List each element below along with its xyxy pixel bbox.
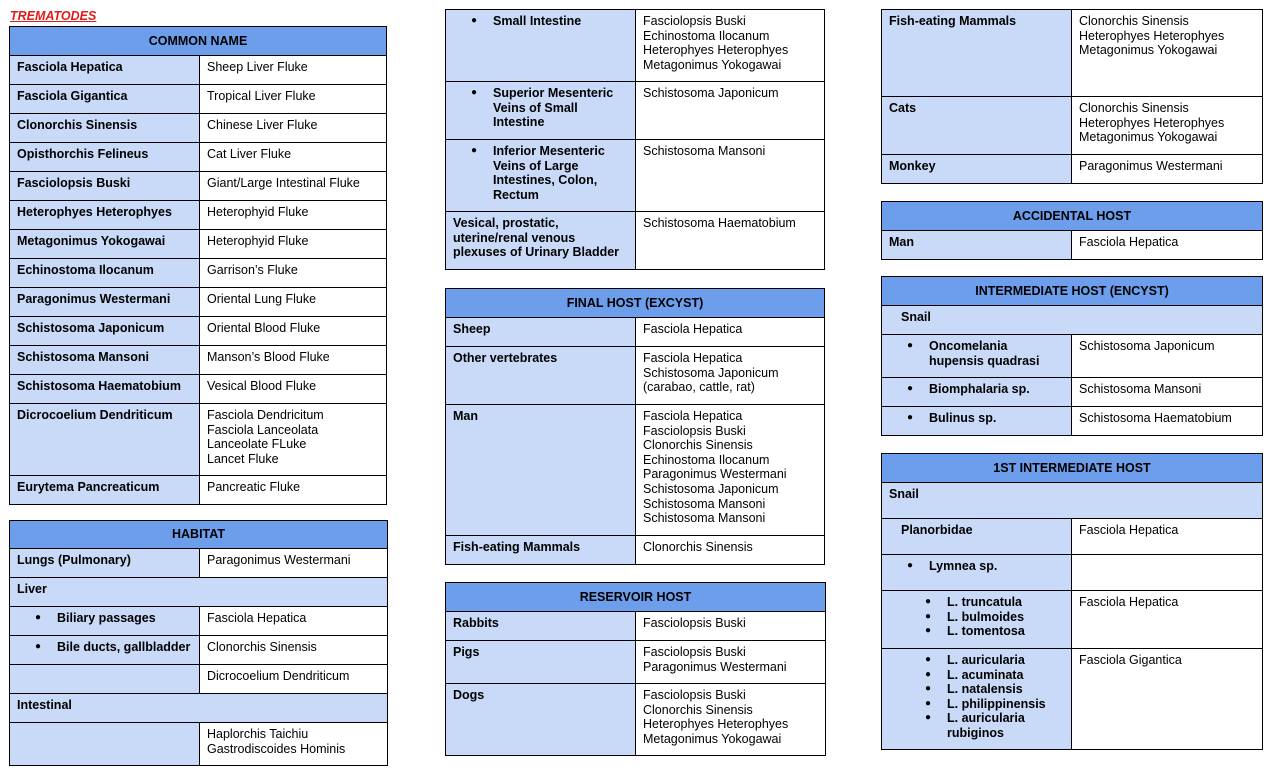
value-text: Sheep Liver Fluke	[207, 60, 308, 74]
value-text: Manson’s Blood Fluke	[207, 350, 330, 364]
table-row	[882, 649, 1263, 750]
value-cell	[636, 536, 825, 565]
key-cell	[882, 649, 1072, 750]
key-cell	[10, 201, 200, 230]
key-cell	[10, 172, 200, 201]
value-cell	[200, 230, 387, 259]
value-cell	[200, 476, 387, 505]
value-cell	[1072, 335, 1263, 378]
table-row	[882, 335, 1263, 378]
value-cell	[1072, 649, 1263, 750]
value-cell	[200, 172, 387, 201]
table-row	[10, 578, 388, 607]
value-text: Schistosoma Mansoni	[643, 511, 766, 526]
list-item: ● L. bulmoides	[889, 610, 1064, 625]
section-header: FINAL HOST (EXCYST)	[446, 289, 825, 318]
key-text: Eurytema Pancreaticum	[17, 480, 160, 494]
habitat-continued-table	[445, 9, 825, 270]
group-label	[10, 578, 388, 607]
key-cell	[446, 612, 636, 641]
value-cell	[200, 201, 387, 230]
value-text: Clonorchis Sinensis	[207, 640, 317, 654]
value-cell	[200, 114, 387, 143]
value-cell	[200, 636, 388, 665]
reservoir-host-continued-table	[881, 9, 1263, 184]
key-text: Metagonimus Yokogawai	[17, 234, 166, 248]
accidental-host-table	[881, 201, 1263, 260]
table-row	[10, 636, 388, 665]
table-row	[10, 259, 387, 288]
table-row	[882, 483, 1263, 519]
list-item: ● L. tomentosa	[889, 624, 1064, 639]
table-row	[882, 519, 1263, 555]
key-cell	[882, 10, 1072, 97]
value-text: Gastrodiscoides Hominis	[207, 741, 346, 756]
value-cell	[1072, 231, 1263, 260]
value-text: Fasciola Hepatica	[207, 611, 307, 625]
value-text: Metagonimus Yokogawai	[1079, 130, 1218, 145]
key-text: Schistosoma Haematobium	[17, 379, 181, 393]
key-text: Fasciola Hepatica	[17, 60, 123, 74]
value-text: Chinese Liver Fluke	[207, 118, 318, 132]
key-cell	[446, 684, 636, 756]
value-cell	[200, 288, 387, 317]
value-cell	[200, 317, 387, 346]
value-text: Fasciolopsis Buski	[643, 14, 746, 28]
value-text: Oriental Lung Fluke	[207, 292, 317, 306]
key-cell	[446, 10, 636, 82]
value-text: Fasciolopsis Buski	[643, 616, 746, 630]
list-item: ● Bile ducts, gallbladder	[17, 640, 192, 655]
group-label-text: Snail	[901, 310, 931, 324]
value-text: Echinostoma Ilocanum	[643, 28, 770, 43]
value-text: Paragonimus Westermani	[643, 467, 787, 482]
value-text: Fasciola Hepatica	[643, 409, 743, 423]
key-text: Fish-eating Mammals	[453, 540, 581, 554]
table-row	[10, 607, 388, 636]
list-item: ● Inferior Mesenteric Veins of Large Intestines, Colon, Rectum	[453, 144, 628, 202]
key-cell	[10, 723, 200, 766]
table-row	[10, 201, 387, 230]
key-cell	[10, 288, 200, 317]
table-row	[10, 723, 388, 766]
value-text: Fasciola Hepatica	[1079, 595, 1179, 609]
table-row	[10, 317, 387, 346]
value-text: Schistosoma Haematobium	[1079, 411, 1232, 425]
key-cell	[10, 404, 200, 476]
table-row	[10, 549, 388, 578]
value-cell	[1072, 10, 1263, 97]
list-item: ● L. natalensis	[889, 682, 1064, 697]
table-row	[882, 97, 1263, 155]
list-item: ● Biliary passages	[17, 611, 192, 626]
value-text: Heterophyid Fluke	[207, 234, 309, 248]
list-item: ● Oncomelania hupensis quadrasi	[889, 339, 1064, 368]
table-row	[10, 143, 387, 172]
header-row	[10, 521, 388, 549]
key-cell	[446, 405, 636, 536]
value-cell	[636, 212, 825, 270]
key-cell	[446, 641, 636, 684]
value-cell	[1072, 555, 1263, 591]
value-cell	[200, 259, 387, 288]
key-cell	[882, 231, 1072, 260]
list-item: ● Small Intestine	[453, 14, 628, 29]
value-cell	[1072, 591, 1263, 649]
table-row	[446, 318, 825, 347]
key-text: Monkey	[889, 159, 936, 173]
group-label	[882, 306, 1263, 335]
list-item: ● Superior Mesenteric Veins of Small Intestine	[453, 86, 628, 130]
value-cell	[200, 404, 387, 476]
table-row	[882, 155, 1263, 184]
value-text: Heterophyes Heterophyes	[1079, 115, 1225, 130]
value-text: Cat Liver Fluke	[207, 147, 292, 161]
value-text: Paragonimus Westermani	[1079, 159, 1223, 173]
value-text: Fasciola Gigantica	[1079, 653, 1182, 667]
list-item: ● L. auricularia rubiginos	[889, 711, 1064, 740]
key-cell	[10, 317, 200, 346]
key-text: Schistosoma Japonicum	[17, 321, 165, 335]
value-text: Schistosoma Mansoni	[1079, 382, 1202, 396]
value-cell	[636, 318, 825, 347]
key-text: Vesical, prostatic, uterine/renal venous plexuses of Urinary Bladder	[453, 216, 620, 260]
table-row	[10, 85, 387, 114]
value-text: Metagonimus Yokogawai	[643, 57, 782, 72]
list-item: ● L. acuminata	[889, 668, 1064, 683]
key-cell	[446, 536, 636, 565]
header-row	[882, 277, 1263, 306]
section-header: ACCIDENTAL HOST	[882, 202, 1263, 231]
key-cell	[10, 476, 200, 505]
value-text: Fasciolopsis Buski	[643, 423, 746, 438]
habitat-table	[9, 520, 388, 766]
table-row	[446, 684, 826, 756]
value-cell	[200, 85, 387, 114]
species-list	[889, 653, 1064, 741]
group-label	[10, 694, 388, 723]
key-cell	[882, 378, 1072, 407]
table-row	[882, 555, 1263, 591]
value-cell	[200, 375, 387, 404]
table-row	[446, 347, 825, 405]
key-text: Schistosoma Mansoni	[17, 350, 149, 364]
key-text: Heterophyes Heterophyes	[17, 205, 172, 219]
value-text: Schistosoma Japonicum	[643, 365, 779, 380]
key-cell	[882, 335, 1072, 378]
value-text: Clonorchis Sinensis	[643, 540, 753, 554]
value-text: Lanceolate FLuke	[207, 437, 307, 452]
value-text: Fasciolopsis Buski	[643, 645, 746, 659]
value-text: Clonorchis Sinensis	[643, 438, 753, 453]
key-cell	[10, 143, 200, 172]
table-row	[446, 10, 825, 82]
key-cell	[446, 318, 636, 347]
table-row	[882, 407, 1263, 436]
key-cell	[10, 665, 200, 694]
value-cell	[200, 607, 388, 636]
header-row	[882, 202, 1263, 231]
value-text: Fasciola Hepatica	[1079, 235, 1179, 249]
reservoir-host-table	[445, 582, 826, 756]
value-text: Schistosoma Japonicum	[643, 86, 779, 100]
value-text: Fasciola Hepatica	[643, 322, 743, 336]
key-text: Sheep	[453, 322, 491, 336]
value-cell	[1072, 378, 1263, 407]
value-text: Fasciola Hepatica	[643, 351, 743, 365]
final-host-table	[445, 288, 825, 565]
key-cell	[10, 549, 200, 578]
header-row	[10, 27, 387, 56]
value-text: Fasciolopsis Buski	[643, 688, 746, 702]
value-cell	[1072, 407, 1263, 436]
value-text: Clonorchis Sinensis	[643, 702, 753, 717]
value-cell	[636, 612, 826, 641]
value-text: Tropical Liver Fluke	[207, 89, 316, 103]
value-text: Metagonimus Yokogawai	[643, 731, 782, 746]
key-cell	[10, 375, 200, 404]
value-text: Schistosoma Japonicum	[643, 481, 779, 496]
species-list	[889, 595, 1064, 639]
value-text: Clonorchis Sinensis	[1079, 14, 1189, 28]
table-row	[10, 346, 387, 375]
list-item: ● Bulinus sp.	[889, 411, 1064, 426]
table-row	[10, 476, 387, 505]
table-row	[882, 378, 1263, 407]
key-text: Lungs (Pulmonary)	[17, 553, 131, 567]
bullet-list	[453, 14, 628, 29]
value-text: Fasciola Hepatica	[1079, 523, 1179, 537]
value-cell	[1072, 155, 1263, 184]
bullet-list	[17, 611, 192, 626]
key-cell	[10, 85, 200, 114]
value-text: Echinostoma Ilocanum	[643, 452, 770, 467]
key-text: Dogs	[453, 688, 485, 702]
value-cell	[200, 723, 388, 766]
value-text: Fasciola Lanceolata	[207, 422, 319, 437]
bullet-list	[453, 86, 628, 130]
value-text: Vesical Blood Fluke	[207, 379, 317, 393]
value-text: Heterophyes Heterophyes	[643, 717, 789, 732]
table-row	[446, 82, 825, 140]
table-row	[446, 536, 825, 565]
key-cell	[10, 259, 200, 288]
key-cell	[882, 407, 1072, 436]
value-text: Garrison’s Fluke	[207, 263, 298, 277]
key-text: Man	[889, 235, 914, 249]
key-text: Man	[453, 409, 478, 423]
key-text: Echinostoma Ilocanum	[17, 263, 154, 277]
key-text: Other vertebrates	[453, 351, 558, 365]
key-cell	[446, 140, 636, 212]
table-row	[446, 641, 826, 684]
value-cell	[636, 140, 825, 212]
first-intermediate-host-table	[881, 453, 1263, 750]
key-cell	[882, 155, 1072, 184]
key-text: Planorbidae	[901, 523, 973, 537]
key-text: Opisthorchis Felineus	[17, 147, 149, 161]
section-header: COMMON NAME	[10, 27, 387, 56]
value-text: Schistosoma Mansoni	[643, 144, 766, 158]
table-row	[446, 140, 825, 212]
key-text: Fasciolopsis Buski	[17, 176, 131, 190]
table-row	[10, 288, 387, 317]
value-cell	[200, 346, 387, 375]
list-item: ● Lymnea sp.	[889, 559, 1064, 574]
key-text: Cats	[889, 101, 917, 115]
table-row	[882, 10, 1263, 97]
value-text: (carabao, cattle, rat)	[643, 380, 755, 395]
key-text: Paragonimus Westermani	[17, 292, 171, 306]
section-header: INTERMEDIATE HOST (ENCYST)	[882, 277, 1263, 306]
intermediate-host-table	[881, 276, 1263, 436]
key-cell	[882, 591, 1072, 649]
document-title: TREMATODES	[10, 9, 97, 23]
key-text: Dicrocoelium Dendriticum	[17, 408, 173, 422]
value-text: Fasciola Dendricitum	[207, 408, 324, 422]
bullet-list	[889, 411, 1064, 426]
table-row	[10, 230, 387, 259]
table-row	[882, 231, 1263, 260]
key-cell	[10, 607, 200, 636]
value-cell	[200, 143, 387, 172]
list-item: ● L. philippinensis	[889, 697, 1064, 712]
header-row	[446, 289, 825, 318]
value-cell	[200, 549, 388, 578]
value-cell	[636, 641, 826, 684]
bullet-list	[453, 144, 628, 202]
key-cell	[446, 212, 636, 270]
value-text: Heterophyes Heterophyes	[643, 43, 789, 58]
key-text: Fish-eating Mammals	[889, 14, 1017, 28]
value-text: Pancreatic Fluke	[207, 480, 301, 494]
value-text: Clonorchis Sinensis	[1079, 101, 1189, 115]
section-header: RESERVOIR HOST	[446, 583, 826, 612]
value-text: Metagonimus Yokogawai	[1079, 43, 1218, 58]
key-text: Clonorchis Sinensis	[17, 118, 138, 132]
value-text: Haplorchis Taichiu	[207, 727, 309, 741]
value-text: Heterophyes Heterophyes	[1079, 28, 1225, 43]
table-row	[10, 404, 387, 476]
value-cell	[636, 684, 826, 756]
section-header: 1ST INTERMEDIATE HOST	[882, 454, 1263, 483]
table-row	[882, 591, 1263, 649]
value-text: Schistosoma Mansoni	[643, 496, 766, 511]
key-text: Pigs	[453, 645, 480, 659]
key-text: Fasciola Gigantica	[17, 89, 128, 103]
key-text: Rabbits	[453, 616, 499, 630]
value-text: Lancet Fluke	[207, 451, 279, 466]
value-text: Schistosoma Japonicum	[1079, 339, 1215, 353]
bullet-list	[889, 382, 1064, 397]
value-cell	[1072, 97, 1263, 155]
group-label	[882, 483, 1263, 519]
value-text: Heterophyid Fluke	[207, 205, 309, 219]
key-cell	[446, 347, 636, 405]
common-name-table	[9, 26, 387, 505]
bullet-list	[17, 640, 192, 655]
list-item: ● Biomphalaria sp.	[889, 382, 1064, 397]
key-cell	[446, 82, 636, 140]
value-cell	[200, 56, 387, 85]
value-text: Paragonimus Westermani	[207, 553, 351, 567]
key-cell	[10, 56, 200, 85]
value-text: Schistosoma Haematobium	[643, 216, 796, 230]
list-item: ● L. truncatula	[889, 595, 1064, 610]
table-row	[10, 56, 387, 85]
header-row	[882, 454, 1263, 483]
table-row	[10, 114, 387, 143]
list-item: ● L. auricularia	[889, 653, 1064, 668]
table-row	[446, 212, 825, 270]
table-row	[446, 405, 825, 536]
value-text: Giant/Large Intestinal Fluke	[207, 176, 360, 190]
key-cell	[882, 555, 1072, 591]
value-cell	[636, 347, 825, 405]
value-cell	[1072, 519, 1263, 555]
value-cell	[636, 405, 825, 536]
key-cell	[10, 636, 200, 665]
value-cell	[636, 10, 825, 82]
value-cell	[636, 82, 825, 140]
value-cell	[200, 665, 388, 694]
group-label-text: Intestinal	[17, 698, 72, 712]
bullet-list	[889, 339, 1064, 368]
table-row	[446, 612, 826, 641]
value-text: Paragonimus Westermani	[643, 659, 787, 674]
key-cell	[882, 97, 1072, 155]
table-row	[10, 694, 388, 723]
key-cell	[10, 346, 200, 375]
value-text: Dicrocoelium Dendriticum	[207, 669, 350, 683]
table-row	[882, 306, 1263, 335]
key-cell	[10, 114, 200, 143]
key-cell	[10, 230, 200, 259]
table-row	[10, 172, 387, 201]
bullet-list	[889, 559, 1064, 574]
section-header: HABITAT	[10, 521, 388, 549]
table-row	[10, 665, 388, 694]
table-row	[10, 375, 387, 404]
header-row	[446, 583, 826, 612]
value-text: Oriental Blood Fluke	[207, 321, 321, 335]
group-label-text: Snail	[889, 487, 919, 501]
key-cell	[882, 519, 1072, 555]
group-label-text: Liver	[17, 582, 47, 596]
